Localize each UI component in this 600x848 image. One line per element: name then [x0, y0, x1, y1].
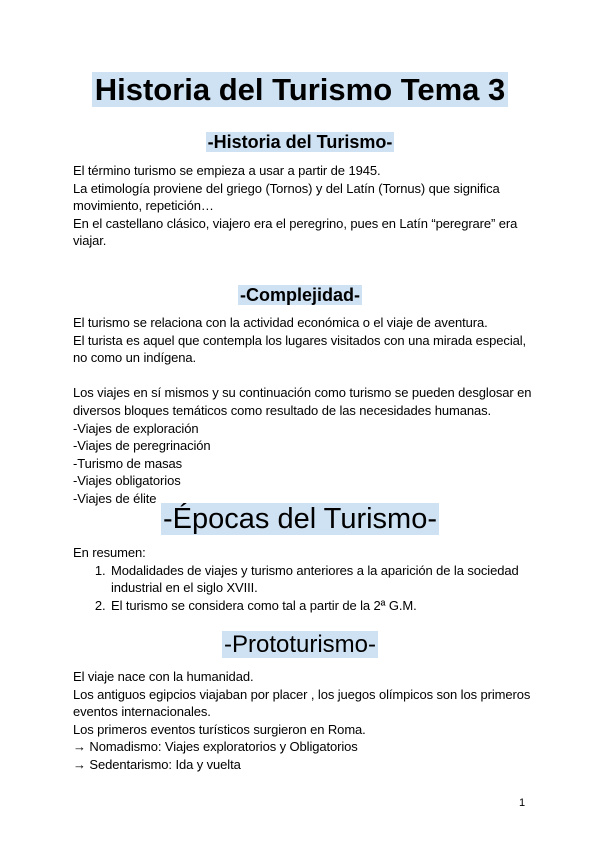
- list-item: -Viajes de peregrinación: [73, 438, 211, 454]
- paragraph-line: El viaje nace con la humanidad.: [73, 669, 254, 684]
- section-body-complejidad: [73, 314, 543, 508]
- section-heading-epocas: -Épocas del Turismo-: [163, 503, 437, 535]
- section-heading-wrap: [0, 285, 600, 306]
- section-heading-prototurismo: -Prototurismo-: [223, 631, 377, 658]
- paragraph-line: → Sedentarismo: Ida y vuelta: [73, 756, 241, 772]
- list-item: -Viajes de exploración: [73, 420, 199, 436]
- section-heading-historia: -Historia del Turismo-: [207, 132, 393, 152]
- section-body-prototurismo: [73, 668, 543, 774]
- section-heading-wrap: [0, 132, 600, 153]
- numbered-list-item: 1. Modalidades de viajes y turismo anteriores a la aparición de la sociedad industrial en el siglo XVIII.: [109, 562, 543, 597]
- document-title: Historia del Turismo Tema 3: [92, 72, 509, 107]
- numbered-list: [73, 562, 543, 615]
- paragraph-line: → Nomadismo: Viajes exploratorios y Obligatorios: [73, 739, 358, 755]
- list-item: -Viajes obligatorios: [73, 473, 181, 489]
- paragraph-line: El turista es aquel que contempla los lugares visitados con una mirada especial, no como un indígena.: [73, 332, 527, 366]
- section-body-historia: [73, 162, 543, 250]
- paragraph-line: El turismo se relaciona con la actividad económica o el viaje de aventura.: [73, 315, 488, 330]
- numbered-list-item: 2. El turismo se considera como tal a partir de la 2ª G.M.: [109, 597, 543, 615]
- document-title-wrap: [0, 72, 600, 108]
- section-body-epocas: [73, 544, 543, 614]
- paragraph-line: Los viajes en sí mismos y su continuación como turismo se pueden desglosar en diversos bloques temáticos como resultado de las necesidades humanas.: [73, 385, 532, 418]
- section-heading-complejidad: -Complejidad-: [240, 285, 360, 305]
- paragraph-line: Los antiguos egipcios viajaban por placer , los juegos olímpicos son los primeros eventos internacionales.: [73, 686, 531, 720]
- blank-line: [73, 367, 543, 385]
- section-heading-wrap: [0, 631, 600, 659]
- paragraph-line: En el castellano clásico, viajero era el peregrino, pues en Latín “peregrare” era viajar.: [73, 215, 518, 249]
- paragraph-line: En resumen:: [73, 545, 146, 560]
- list-item: -Turismo de masas: [73, 455, 183, 471]
- paragraph-line: La etimología proviene del griego (Tornos) y del Latín (Tornus) que significa movimiento, repetición…: [73, 180, 500, 214]
- paragraph-line: Los primeros eventos turísticos surgieron en Roma.: [73, 721, 366, 737]
- section-heading-wrap: [0, 503, 600, 536]
- paragraph-line: El término turismo se empieza a usar a partir de 1945.: [73, 163, 381, 178]
- list-item: -Viajes de élite: [73, 490, 157, 506]
- page-number: 1: [519, 797, 526, 809]
